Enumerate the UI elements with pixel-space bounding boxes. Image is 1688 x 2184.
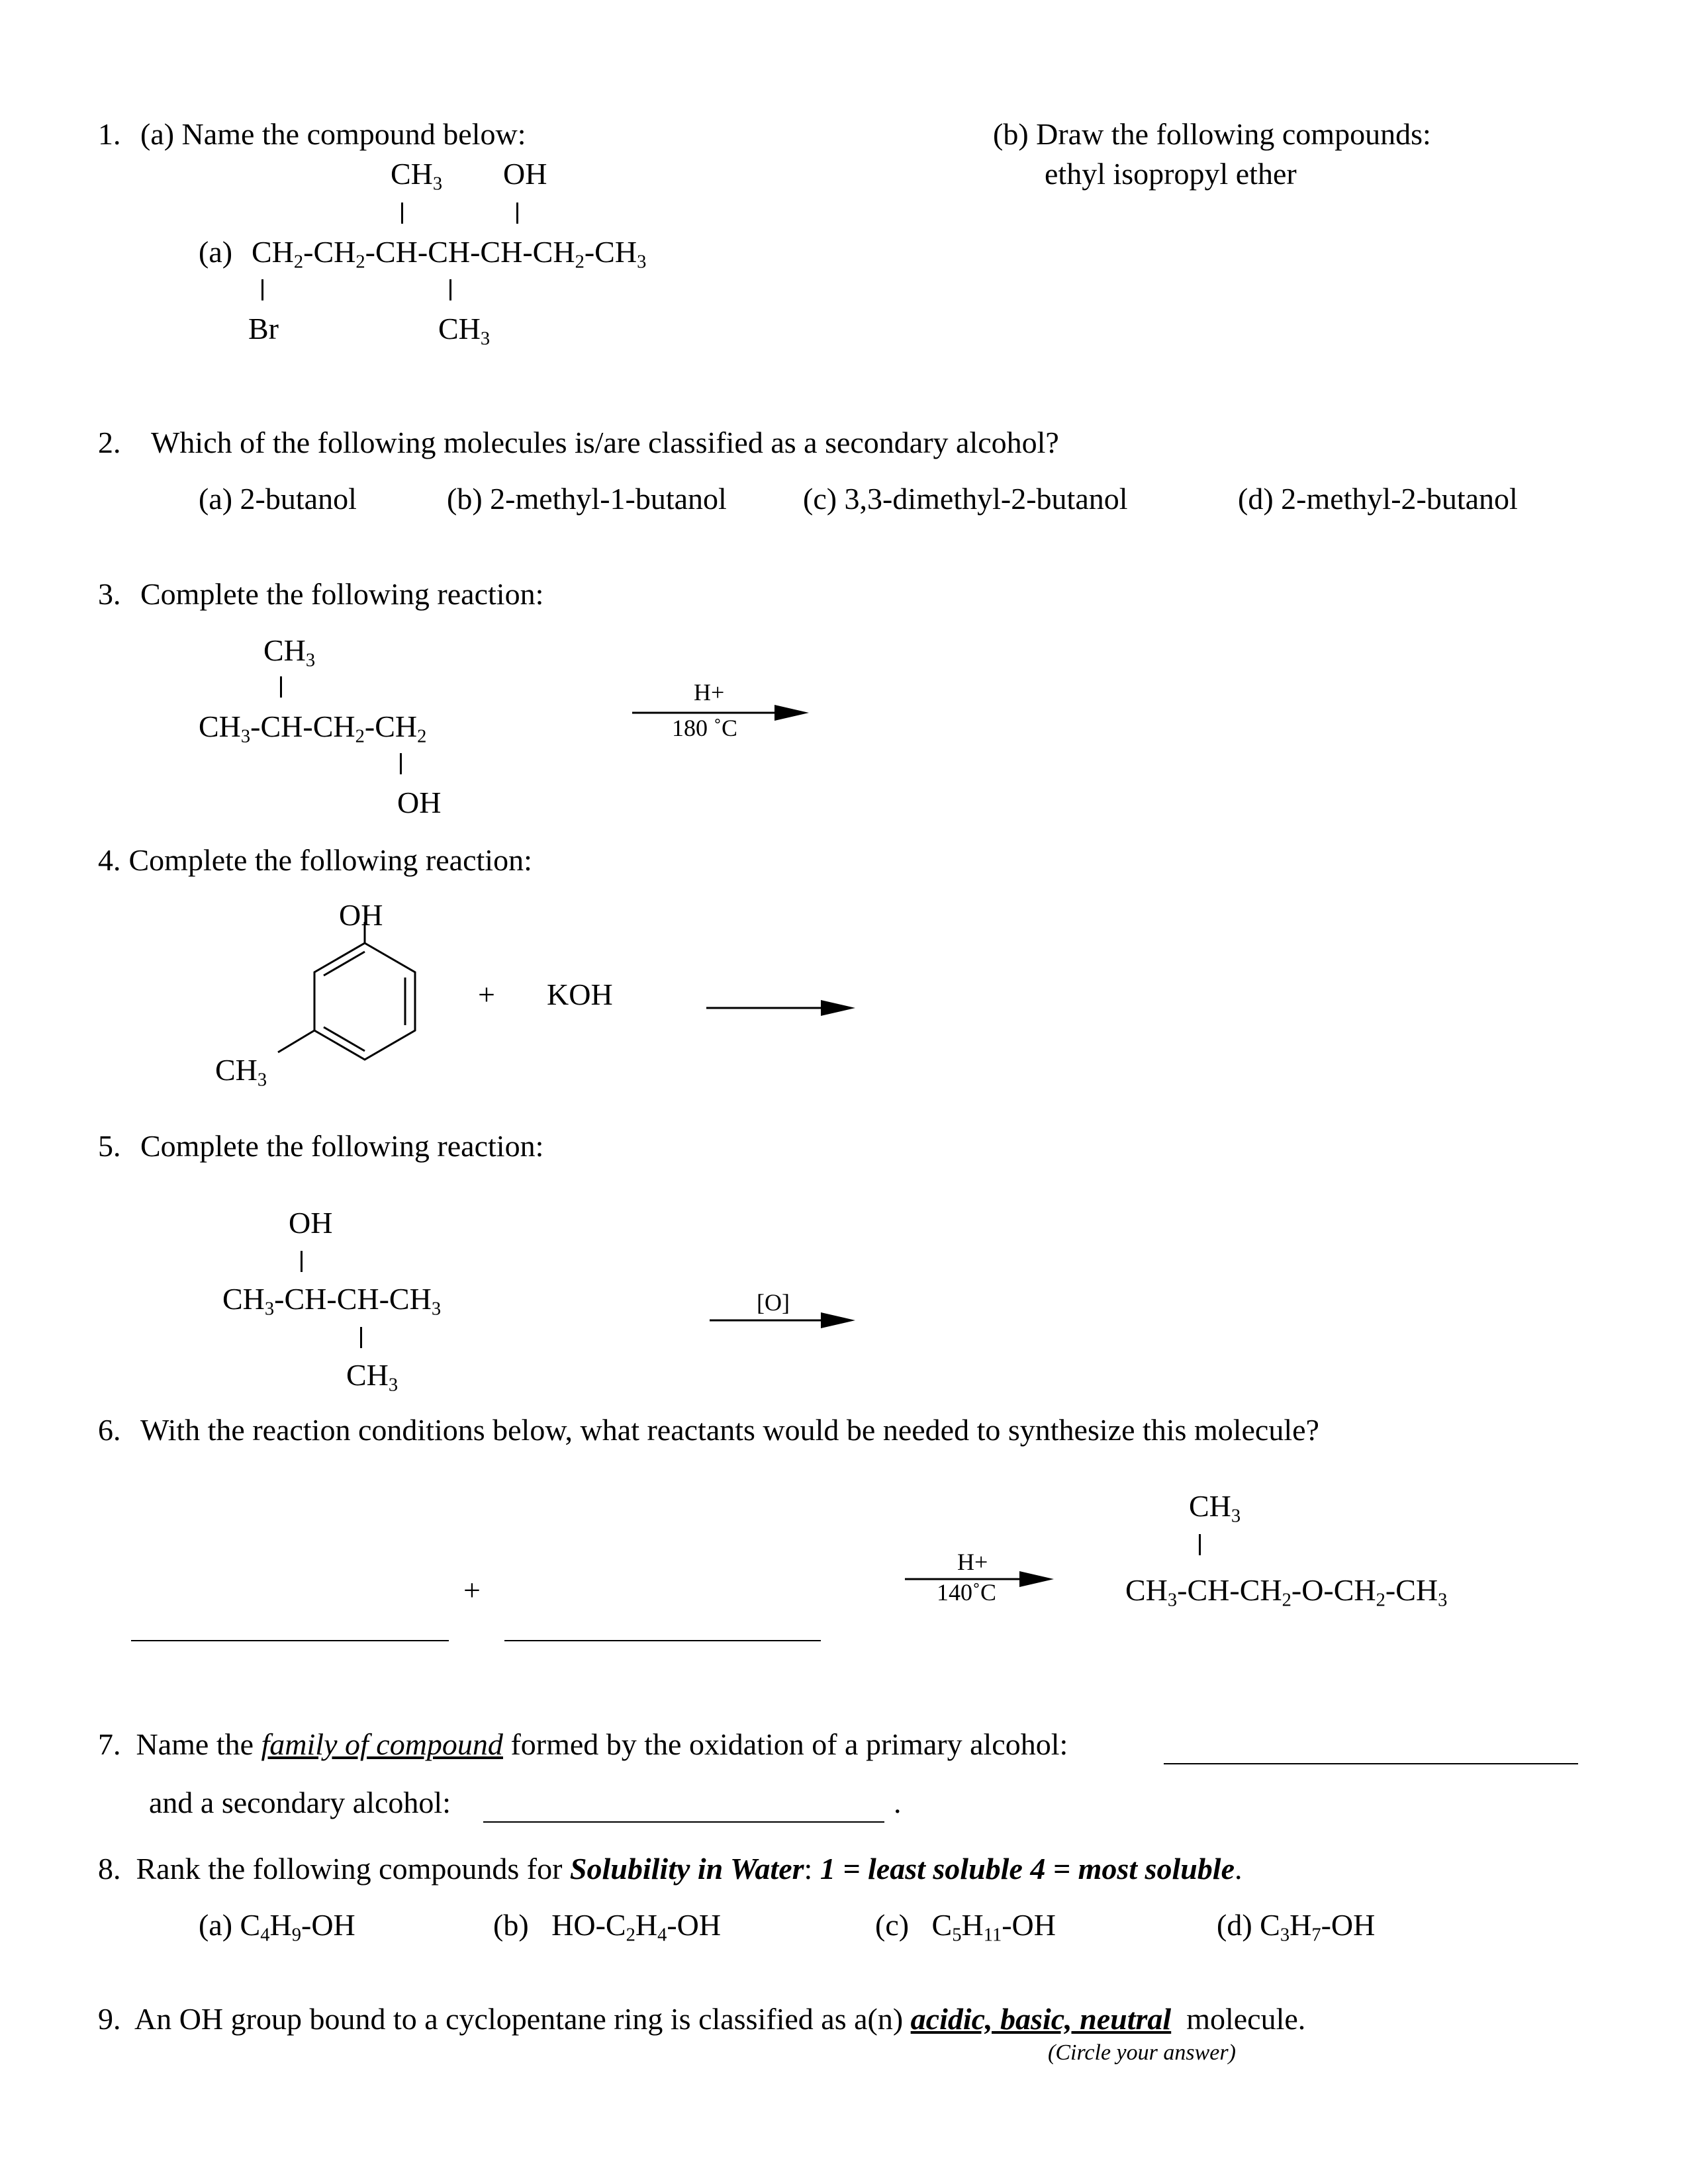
q5-top-oh: OH: [289, 1206, 333, 1240]
q4-number: 4. Complete the following reaction:: [98, 843, 532, 877]
q5-bottom-ch3: $CH_3$: [346, 1358, 399, 1396]
q3-prompt: Complete the following reaction:: [140, 577, 544, 611]
q1-main-chain: $CH_2-CH_2-CH-CH-CH-CH_2-CH_3$: [252, 235, 647, 273]
q5-arrow-label: [O]: [757, 1289, 790, 1316]
q3-main-chain: $CH_3-CH-CH_2-CH_2$: [199, 709, 427, 747]
q3-arrow-top-label: H+: [694, 679, 725, 705]
q1-prompt: (a) Name the compound below:: [140, 117, 526, 151]
q1-bottom-br: Br: [248, 312, 279, 345]
benzene-ring: [278, 922, 415, 1060]
q1-bottom-ch3: $CH_3$: [438, 312, 491, 349]
q4-ring-oh: OH: [339, 898, 383, 932]
q8-option-d: (d) $C_3H_7-OH$: [1217, 1908, 1376, 1946]
q3-bond: [280, 676, 282, 698]
q8-prompt: 8. Rank the following compounds for Solubility in Water: 1 = least soluble 4 = most soluble.: [98, 1852, 1243, 1886]
q2-prompt: Which of the following molecules is/are classified as a secondary alcohol?: [151, 426, 1059, 459]
q2-option-a: (a) 2-butanol: [199, 482, 357, 516]
q3-bond: [400, 753, 402, 774]
q8-scale: 1 = least soluble 4 = most soluble: [820, 1852, 1235, 1886]
q6-reactant-1-blank[interactable]: [131, 1640, 449, 1641]
q7-line2: and a secondary alcohol:: [149, 1786, 451, 1819]
q8-emphasis: Solubility in Water: [569, 1852, 804, 1886]
q6-reactant-2-blank[interactable]: [504, 1640, 821, 1641]
q9-choices[interactable]: acidic, basic, neutral: [910, 2002, 1172, 2036]
q3-arrow-bottom-label: 180 ˚C: [672, 715, 737, 741]
q3-number: 3.: [98, 577, 121, 611]
q1-part-b-compound: ethyl isopropyl ether: [1045, 157, 1297, 191]
q1-bond: [449, 279, 451, 300]
q4-arrow: [706, 1000, 855, 1016]
q6-arrow-top-label: H+: [957, 1549, 988, 1575]
q1-number: 1.: [98, 117, 121, 151]
q5-main-chain: $CH_3-CH-CH-CH_3$: [222, 1282, 442, 1320]
q1-top-ch3: $CH_3$: [391, 157, 443, 195]
q1-part-b-prompt: (b) Draw the following compounds:: [993, 117, 1431, 151]
q1-bond: [261, 279, 263, 300]
q8-option-c: (c) $C_5H_{11}-OH$: [875, 1908, 1056, 1946]
q1-bond: [401, 203, 403, 224]
q6-arrow-bottom-label: 140˚C: [937, 1579, 996, 1606]
q6-prompt: With the reaction conditions below, what reactants would be needed to synthesize this molecule?: [140, 1413, 1319, 1447]
q2-option-b: (b) 2-methyl-1-butanol: [447, 482, 727, 516]
q6-bond: [1199, 1534, 1201, 1555]
q7-line1: 7. Name the family of compound formed by the oxidation of a primary alcohol:: [98, 1727, 1068, 1761]
q9-hint: (Circle your answer): [1048, 2040, 1236, 2065]
q4-reagent: KOH: [547, 978, 613, 1011]
q6-product-top-ch3: $CH_3$: [1189, 1489, 1241, 1527]
q8-option-a: (a) $C_4H_9-OH$: [199, 1908, 355, 1946]
q5-number: 5.: [98, 1129, 121, 1163]
q2-option-c: (c) 3,3-dimethyl-2-butanol: [803, 482, 1128, 516]
q7-period: .: [894, 1786, 902, 1819]
q7-emphasis: family of compound: [261, 1727, 503, 1761]
q5-bond: [301, 1251, 303, 1272]
q1-part-label: (a): [199, 235, 233, 269]
q4-plus: +: [478, 978, 495, 1011]
q3-top-ch3: $CH_3$: [263, 633, 316, 671]
q2-number: 2.: [98, 426, 121, 459]
q6-product-chain: $CH_3-CH-CH_2-O-CH_2-CH_3$: [1125, 1573, 1448, 1611]
q6-plus: +: [463, 1573, 481, 1607]
q2-option-d: (d) 2-methyl-2-butanol: [1238, 482, 1518, 516]
q1-top-oh: OH: [503, 157, 547, 191]
q8-option-b: (b) $HO-C_2H_4-OH$: [493, 1908, 722, 1946]
q5-prompt: Complete the following reaction:: [140, 1129, 544, 1163]
q7-secondary-blank[interactable]: [483, 1821, 884, 1823]
q7-primary-blank[interactable]: [1164, 1763, 1578, 1764]
q3-bottom-oh: OH: [397, 786, 442, 819]
q6-number: 6.: [98, 1413, 121, 1447]
q5-bond: [360, 1327, 362, 1348]
q4-ring-ch3: $CH_3$: [215, 1053, 267, 1091]
q4-prompt: Complete the following reaction:: [128, 843, 532, 877]
q1-bond: [516, 203, 518, 224]
q9-prompt: 9. An OH group bound to a cyclopentane ring is classified as a(n) acidic, basic, neutral molecule.: [98, 2002, 1306, 2036]
